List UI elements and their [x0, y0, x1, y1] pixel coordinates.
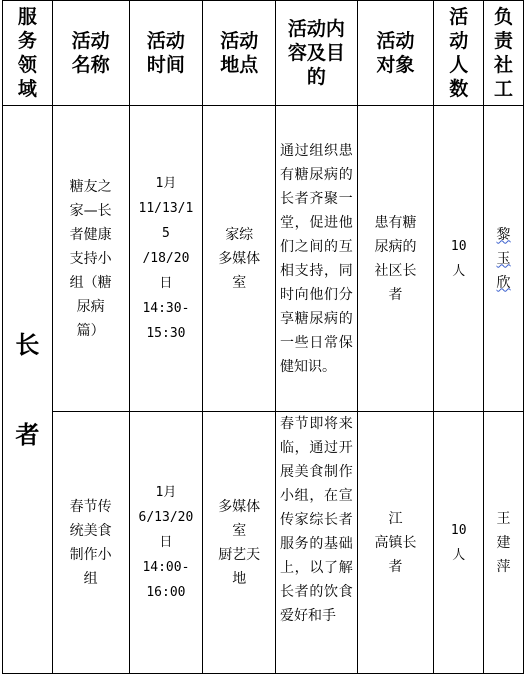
header-target-label: 活动 对象 — [376, 30, 415, 76]
activity-place: 多媒体 室 厨艺天 地 — [218, 498, 261, 587]
place-cell — [203, 106, 276, 412]
time-cell — [129, 106, 203, 412]
name-cell — [52, 106, 129, 412]
header-time-label: 活动 时间 — [146, 30, 185, 76]
activity-table — [2, 0, 524, 674]
header-content-label: 活动内 容及目 的 — [287, 18, 345, 88]
domain-label: 长 者 — [15, 330, 40, 449]
header-name-label: 活动 名称 — [71, 30, 110, 76]
activity-time: 1月 11/13/1 5 /18/20 日 14:30- 15:30 — [138, 176, 194, 341]
domain-cell — [3, 106, 53, 674]
header-count-label: 活 动 人 数 — [449, 6, 469, 100]
header-time — [129, 1, 203, 106]
header-domain-label: 服 务 领 域 — [17, 6, 37, 100]
activity-count: 10 人 — [450, 522, 467, 563]
table-row — [3, 106, 524, 412]
target-cell — [357, 412, 434, 674]
table-row — [3, 412, 524, 674]
activity-target: 江 高镇长 者 — [374, 510, 417, 575]
target-cell — [357, 106, 434, 412]
header-target — [357, 1, 434, 106]
activity-place: 家综 多媒体 室 — [218, 226, 261, 291]
header-worker-label: 负 责 社 工 — [494, 6, 514, 100]
header-place-label: 活动 地点 — [220, 30, 259, 76]
activity-name: 春节传 统美食 制作小 组 — [69, 498, 112, 587]
activity-name: 糖友之 家—长 者健康 支持小 组（糖 尿病 篇） — [69, 178, 112, 339]
activity-content: 春节即将来临，通过开展美食制作小组，在宣传家综长者服务的基础上，以了解长者的饮食爱好和手 — [280, 416, 353, 624]
count-cell — [434, 106, 484, 412]
header-place — [203, 1, 276, 106]
place-cell — [203, 412, 276, 674]
header-worker — [484, 1, 524, 106]
header-domain — [3, 1, 53, 106]
count-cell — [434, 412, 484, 674]
header-content — [276, 1, 358, 106]
content-cell — [276, 106, 358, 412]
activity-time: 1月 6/13/20 日 14:00- 16:00 — [138, 485, 194, 600]
activity-count: 10 人 — [450, 238, 467, 279]
worker-cell — [484, 106, 524, 412]
activity-content: 通过组织患有糖尿病的长者齐聚一堂，促进他们之间的互相支持，同时向他们分享糖尿病的一些日常保健知识。 — [280, 142, 353, 375]
header-count — [434, 1, 484, 106]
worker-cell — [484, 412, 524, 674]
header-name — [52, 1, 129, 106]
activity-worker: 黎 玉 欣 — [496, 226, 511, 291]
content-cell — [276, 412, 358, 674]
activity-target: 患有糖 尿病的 社区长 者 — [374, 214, 417, 303]
name-cell — [52, 412, 129, 674]
activity-worker: 王 建 萍 — [496, 510, 511, 575]
header-row — [3, 1, 524, 106]
time-cell — [129, 412, 203, 674]
